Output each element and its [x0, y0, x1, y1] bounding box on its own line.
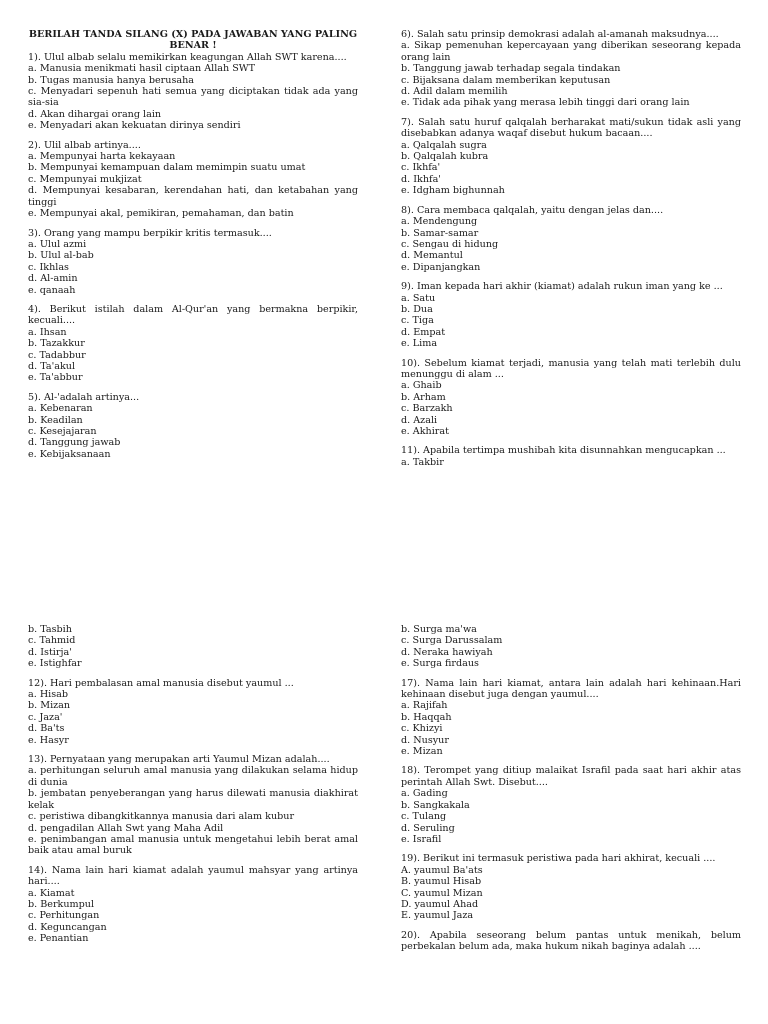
answer-option: B. yaumul Hisab — [401, 876, 482, 888]
answer-option: d. Azali — [401, 414, 438, 426]
answer-option: b. jembatan penyeberangan yang harus dilewati manusia diakhirat kelak — [28, 788, 358, 811]
answer-option: b. Surga ma'wa — [401, 624, 477, 635]
answer-option: a. Ghaib — [401, 380, 442, 392]
question-list — [401, 624, 741, 953]
question-block — [28, 865, 358, 945]
answer-option: b. Tazakkur — [28, 338, 85, 350]
question-text: 1). Ulul albab selalu memikirkan keagungan Allah SWT karena.... — [28, 51, 347, 63]
question-text: 14). Nama lain hari kiamat adalah yaumul mahsyar yang artinya hari.... — [28, 864, 358, 888]
page-title: BERILAH TANDA SILANG (X) PADA JAWABAN YANG PALING BENAR ! — [28, 29, 358, 52]
answer-option: e. penimbangan amal manusia untuk mengetahui lebih berat amal baik atau amal buruk — [28, 833, 358, 857]
right-column-page2 — [401, 624, 741, 961]
question-block — [28, 754, 358, 857]
question-block — [28, 678, 358, 746]
answer-option: d. Keguncangan — [28, 921, 107, 933]
answer-option: e. qanaah — [28, 284, 76, 296]
answer-option: c. Khizyi — [401, 723, 443, 735]
answer-option: b. Tugas manusia hanya berusaha — [28, 74, 194, 86]
question-text: 2). Ulil albab artinya.... — [28, 139, 141, 151]
question-text: 8). Cara membaca qalqalah, yaitu dengan jelas dan.... — [401, 204, 664, 216]
answer-option: b. Mizan — [28, 700, 71, 712]
question-block — [401, 853, 741, 921]
question-text: 13). Pernyataan yang merupakan arti Yaumul Mizan adalah.... — [28, 754, 330, 766]
answer-option: c. Tadabbur — [28, 349, 86, 361]
answer-option: a. Satu — [401, 292, 436, 304]
answer-option: b. Dua — [401, 303, 433, 315]
answer-option: e. Tidak ada pihak yang merasa lebih tinggi dari orang lain — [401, 97, 690, 109]
answer-option: d. Tanggung jawab — [28, 437, 121, 449]
question-text: 3). Orang yang mampu berpikir kritis termasuk.... — [28, 227, 272, 239]
question-block — [28, 304, 358, 384]
answer-option: d. Ta'akul — [28, 360, 76, 372]
question-block — [401, 765, 741, 845]
answer-option: c. Tulang — [401, 811, 447, 823]
answer-option: b. Mempunyai kemampuan dalam memimpin suatu umat — [28, 162, 306, 174]
question-text: 5). Al-'adalah artinya... — [28, 391, 140, 403]
question-text: 10). Sebelum kiamat terjadi, manusia yang telah mati terlebih dulu menunggu di alam ... — [401, 357, 741, 380]
answer-option: e. Israfil — [401, 833, 442, 845]
answer-option: c. Tahmid — [28, 635, 76, 647]
answer-option: a. Takbir — [401, 456, 444, 468]
answer-option: b. Ulul al-bab — [28, 250, 94, 262]
question-text: 18). Terompet yang ditiup malaikat Israfil pada saat hari akhir atas perintah Allah Swt. Disebut.... — [401, 765, 741, 788]
question-block — [401, 358, 741, 438]
question-text: 7). Salah satu huruf qalqalah berharakat mati/sukun tidak asli yang disebabkan adanya waqaf disebut hukum bacaan.... — [401, 116, 741, 140]
answer-option: a. Ulul azmi — [28, 238, 87, 250]
answer-option: E. yaumul Jaza — [401, 910, 474, 922]
answer-option: c. Mempunyai mukjizat — [28, 173, 142, 185]
answer-option: e. Lima — [401, 338, 438, 350]
answer-option: e. Istighfar — [28, 658, 82, 670]
question-block — [401, 205, 741, 273]
answer-option: c. Barzakh — [401, 403, 453, 415]
question-text: 11). Apabila tertimpa mushibah kita disunnahkan mengucapkan ... — [401, 445, 726, 457]
question-text: 12). Hari pembalasan amal manusia disebut yaumul ... — [28, 677, 294, 689]
question-text: 6). Salah satu prinsip demokrasi adalah al-amanah maksudnya.... — [401, 29, 719, 40]
answer-option: e. Mizan — [401, 746, 443, 758]
question-block — [28, 52, 358, 132]
answer-option: e. Idgham bighunnah — [401, 185, 505, 197]
answer-option: d. Al-amin — [28, 273, 78, 285]
question-block — [401, 930, 741, 953]
answer-option: d. Mempunyai kesabaran, kerendahan hati, dan ketabahan yang tinggi — [28, 185, 358, 208]
question-text: 17). Nama lain hari kiamat, antara lain adalah hari kehinaan.Hari kehinaan disebut juga dengan yaumul.... — [401, 677, 741, 701]
answer-option: e. Hasyr — [28, 734, 69, 746]
answer-option: c. Surga Darussalam — [401, 635, 503, 647]
answer-option: b. Haqqah — [401, 711, 452, 723]
question-block — [28, 392, 358, 460]
question-block — [28, 140, 358, 220]
answer-option: a. Rajifah — [401, 700, 448, 712]
answer-option: a. Kiamat — [28, 887, 75, 899]
question-text: 20). Apabila seseorang belum pantas untuk menikah, belum perbekalan belum ada, maka hukum nikah baginya adalah .... — [401, 929, 741, 953]
answer-option: e. Penantian — [28, 933, 89, 945]
answer-option: c. Ikhfa' — [401, 162, 441, 174]
answer-option: e. Kebijaksanaan — [28, 448, 111, 460]
answer-option: b. Sangkakala — [401, 799, 470, 811]
question-text: 4). Berikut istilah dalam Al-Qur'an yang bermakna berpikir, kecuali.... — [28, 303, 358, 327]
question-block — [401, 678, 741, 758]
answer-option: a. Mendengung — [401, 216, 478, 228]
answer-option: d. Nusyur — [401, 734, 449, 746]
answer-option: c. peristiwa dibangkitkannya manusia dari alam kubur — [28, 811, 295, 823]
question-block — [28, 624, 358, 670]
answer-option: a. Kebenaran — [28, 403, 93, 415]
answer-option: a. Qalqalah sugra — [401, 139, 487, 151]
answer-option: c. Bijaksana dalam memberikan keputusan — [401, 74, 611, 86]
answer-option: a. Hisab — [28, 689, 69, 701]
right-column-page1 — [401, 29, 741, 476]
answer-option: d. Memantul — [401, 250, 463, 262]
answer-option: d. Ikhfa' — [401, 173, 441, 185]
answer-option: a. Manusia menikmati hasil ciptaan Allah SWT — [28, 63, 256, 75]
answer-option: D. yaumul Ahad — [401, 898, 479, 910]
answer-option: b. Samar-samar — [401, 227, 479, 239]
answer-option: e. Dipanjangkan — [401, 261, 481, 273]
left-column-page1 — [28, 29, 358, 468]
answer-option: d. Empat — [401, 326, 446, 338]
answer-option: c. Jaza' — [28, 711, 63, 723]
answer-option: b. Keadilan — [28, 414, 83, 426]
answer-option: e. Surga firdaus — [401, 658, 479, 670]
question-block — [401, 29, 741, 109]
question-text: 19). Berikut ini termasuk peristiwa pada hari akhirat, kecuali .... — [401, 853, 716, 865]
answer-option: d. Seruling — [401, 822, 455, 834]
answer-option: A. yaumul Ba'ats — [401, 864, 483, 876]
answer-option: a. Mempunyai harta kekayaan — [28, 151, 176, 163]
answer-option: e. Ta'abbur — [28, 372, 83, 384]
left-column-page2 — [28, 624, 358, 953]
question-block — [401, 281, 741, 349]
answer-option: d. Neraka hawiyah — [401, 646, 493, 658]
question-list — [28, 624, 358, 945]
answer-option: a. Ihsan — [28, 326, 67, 338]
answer-option: c. Sengau di hidung — [401, 238, 499, 250]
answer-option: e. Menyadari akan kekuatan dirinya sendiri — [28, 120, 241, 132]
answer-option: b. Arham — [401, 391, 446, 403]
question-block — [401, 117, 741, 197]
answer-option: C. yaumul Mizan — [401, 887, 483, 899]
question-block — [401, 445, 741, 468]
answer-option: d. Adil dalam memilih — [401, 86, 508, 98]
answer-option: d. Akan dihargai orang lain — [28, 108, 162, 120]
answer-option: d. Ba'ts — [28, 723, 65, 735]
question-list — [401, 29, 741, 468]
answer-option: b. Berkumpul — [28, 898, 95, 910]
answer-option: b. Tasbih — [28, 624, 72, 635]
answer-option: b. Tanggung jawab terhadap segala tindakan — [401, 63, 621, 75]
question-list — [28, 52, 358, 460]
answer-option: c. Tiga — [401, 315, 434, 327]
question-block — [28, 228, 358, 296]
answer-option: e. Akhirat — [401, 426, 449, 437]
answer-option: a. Gading — [401, 788, 448, 800]
answer-option: c. Ikhlas — [28, 261, 69, 273]
question-text: 9). Iman kepada hari akhir (kiamat) adalah rukun iman yang ke ... — [401, 281, 723, 293]
answer-option: d. Istirja' — [28, 646, 72, 658]
answer-option: a. Sikap pemenuhan kepercayaan yang diberikan seseorang kepada orang lain — [401, 40, 741, 63]
answer-option: e. Mempunyai akal, pemikiran, pemahaman, dan batin — [28, 208, 294, 220]
answer-option: a. perhitungan seluruh amal manusia yang dilakukan selama hidup di dunia — [28, 765, 358, 788]
answer-option: c. Kesejajaran — [28, 426, 97, 437]
answer-option: b. Qalqalah kubra — [401, 151, 489, 163]
answer-option: c. Perhitungan — [28, 910, 100, 922]
question-block — [401, 624, 741, 670]
answer-option: c. Menyadari sepenuh hati semua yang diciptakan tidak ada yang sia-sia — [28, 86, 358, 109]
answer-option: d. pengadilan Allah Swt yang Maha Adil — [28, 822, 224, 834]
